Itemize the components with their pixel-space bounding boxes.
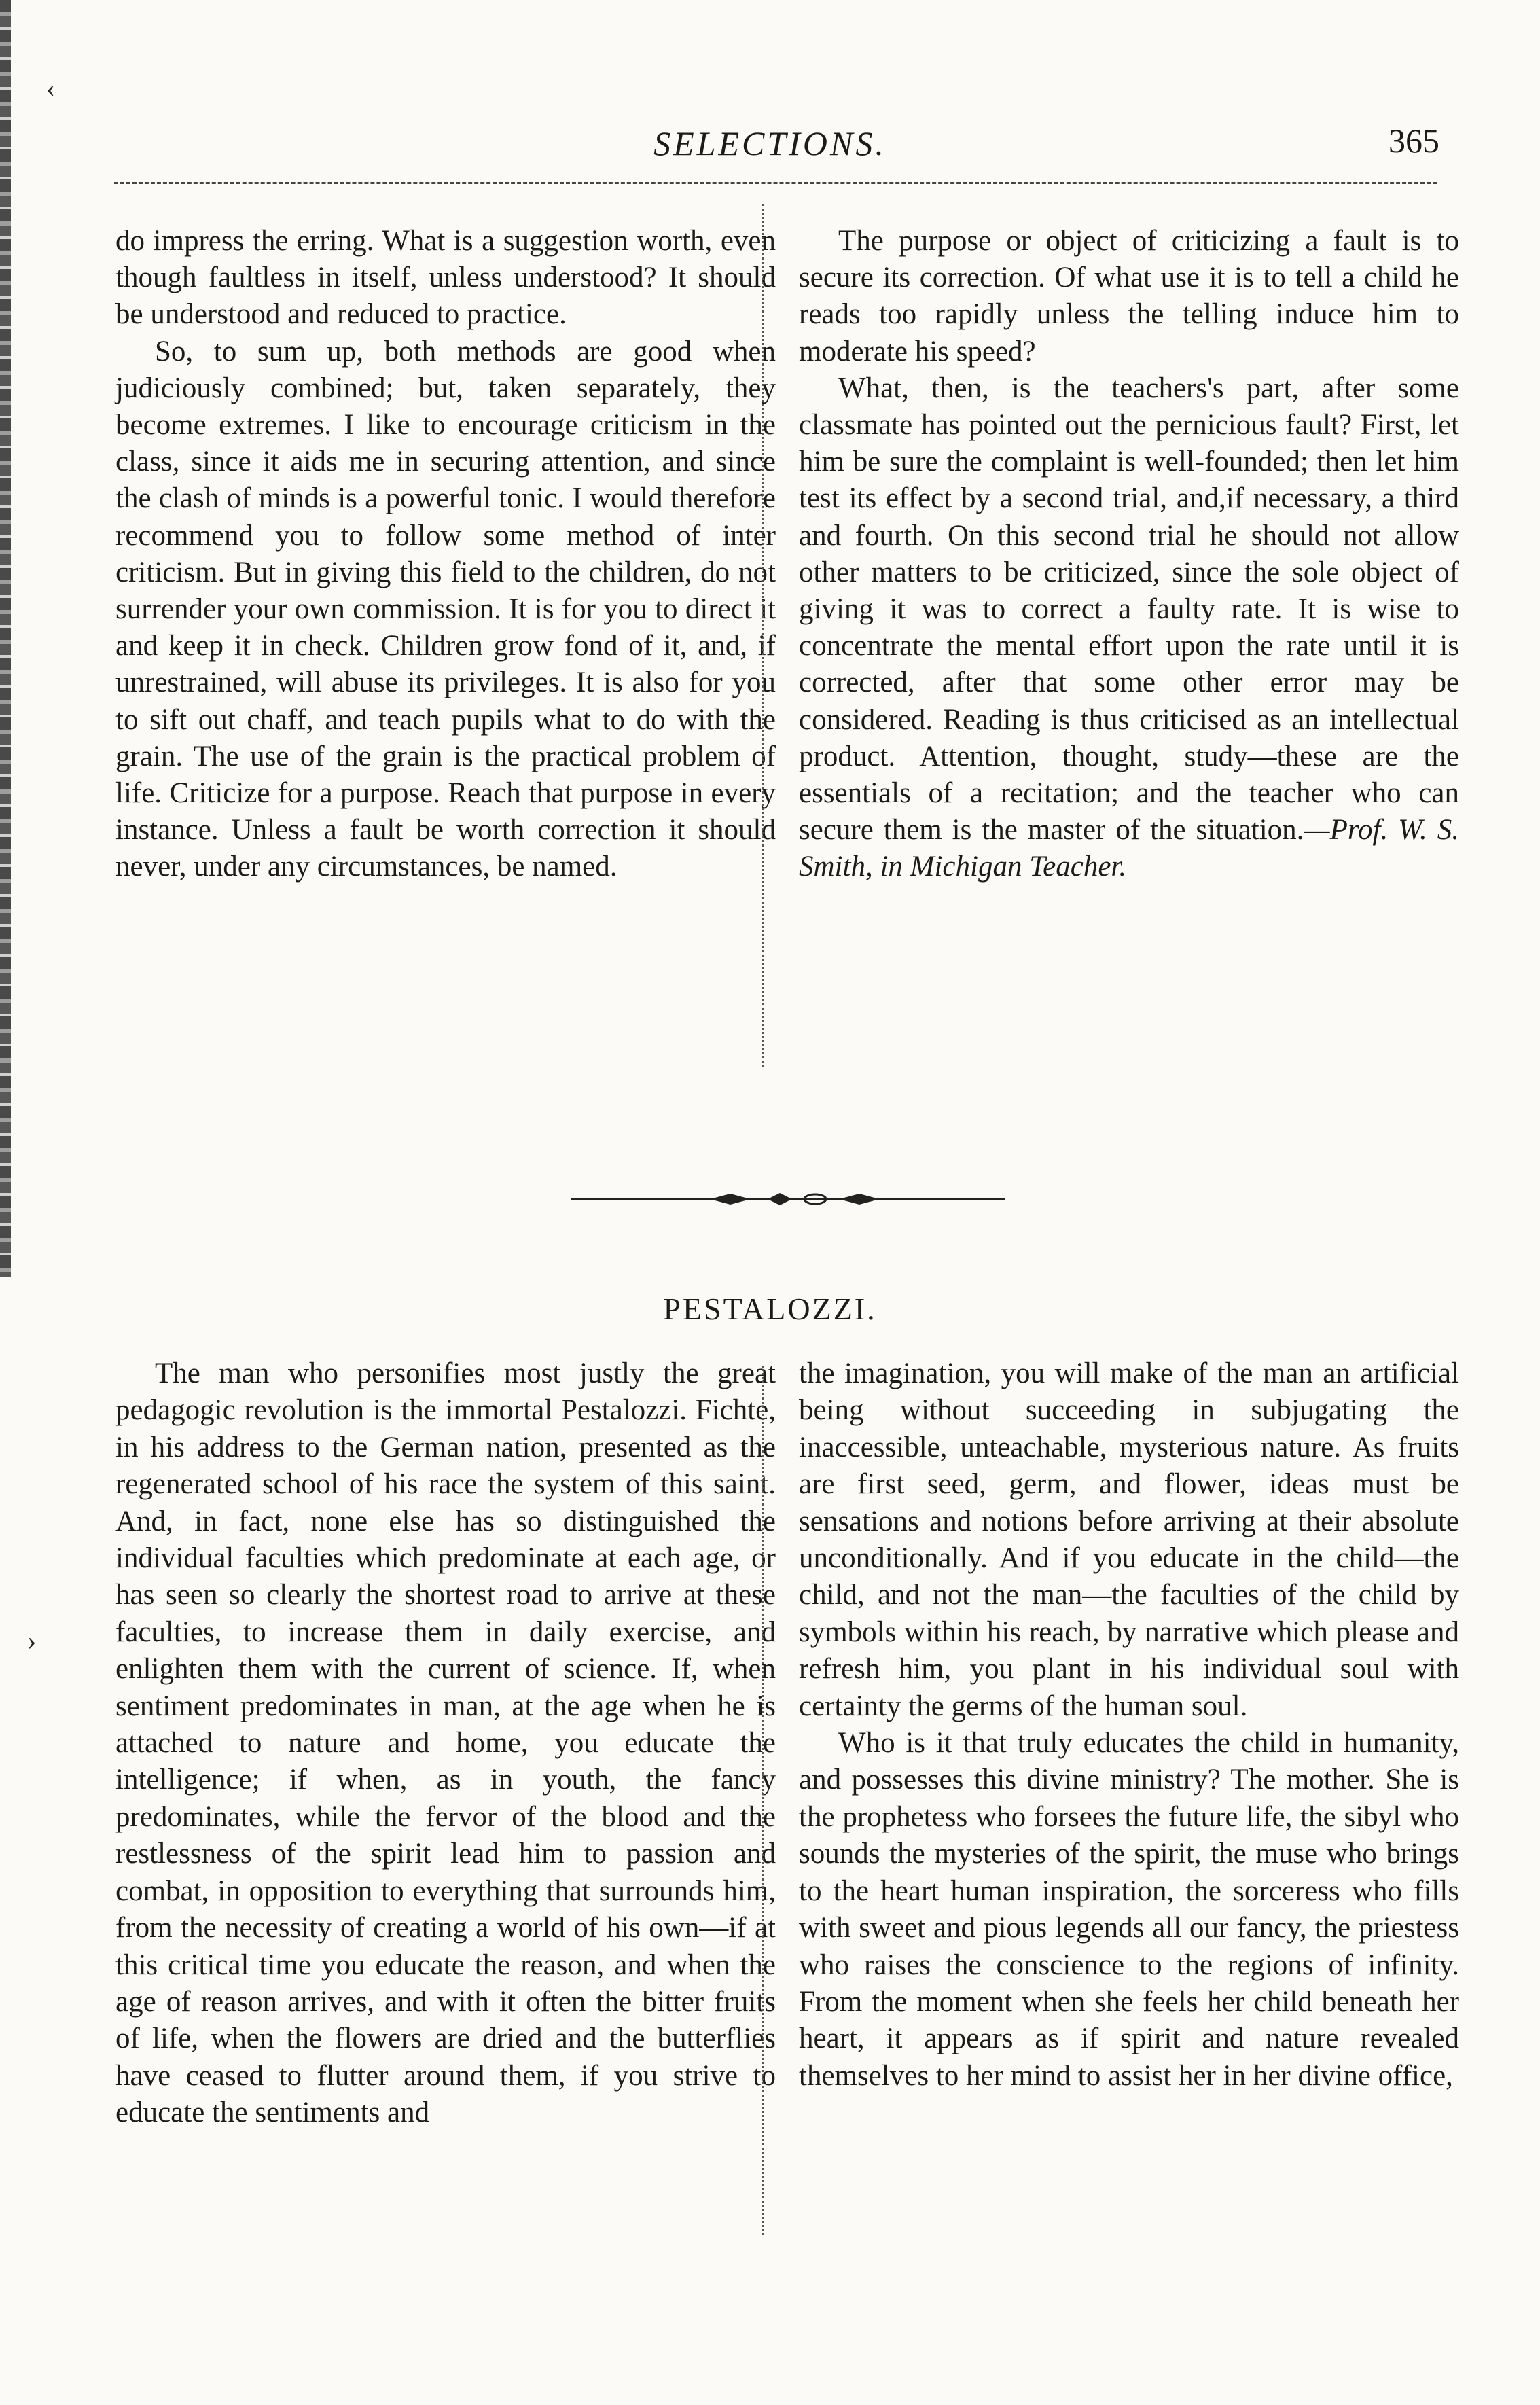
- paragraph: The man who personifies most justly the great pedagogic revolution is the immortal Pestalozzi. Fichte, in his address to the German nation, presented as the regenerated school of his race the system of this saint. And, in fact, none else has so distinguished the individual faculties which predominate at each age, or has seen so clearly the shortest road to arrive at these faculties, to increase them in daily exercise, and enlighten them with the current of science. If, when sentiment predominates in man, at the age when he is attached to nature and home, you educate the intelligence; if when, as in youth, the fancy predominates, while the fervor of the blood and the restlessness of the spirit lead him to passion and combat, in opposition to everything that surrounds him, from the necessity of creating a world of his own—if at this critical time you educate the reason, and when the age of reason arrives, and with it often the bitter fruits of life, when the flowers are dried and the butterflies have ceased to flutter around them, if you strive to educate the sentiments and: [115, 1357, 776, 2129]
- paragraph: Who is it that truly educates the child in humanity, and possesses this divine ministry? The mother. She is the prophetess who forsees the future life, the sibyl who sounds the mysteries of the spirit, the muse who brings to the heart human inspiration, the sorceress who fills with sweet and pious legends all our fancy, the priestess who raises the conscience to the regions of infinity. From the moment when she feels her child beneath her heart, it appears as if spirit and nature revealed themselves to her mind to assist her in her divine office,: [799, 1727, 1459, 2092]
- section-title: PESTALOZZI.: [663, 1291, 877, 1326]
- paragraph: the imagination, you will make of the man an artificial being without succeeding in subjugating the inaccessible, unteachable, mysterious nature. As fruits are first seed, germ, and flower, ideas must be sensations and notions before arriving at their absolute unconditionally. And if you educate in the child—the child, and not the man—the faculties of the child by symbols within his reach, by narrative which please and refresh him, you plant in his individual soul with certainty the germs of the human soul.: [799, 1357, 1459, 1722]
- running-header-title: SELECTIONS.: [653, 124, 887, 162]
- top-left-column: [115, 223, 776, 886]
- page-binding-edge: [0, 0, 11, 1277]
- paragraph: do impress the erring. What is a suggestion worth, even though faultless in itself, unless understood? It should be understood and reduced to practice.: [115, 225, 776, 331]
- header-rule: [114, 182, 1437, 184]
- margin-mark-top: ‹: [46, 73, 56, 103]
- article-signature: —Prof. W. S. Smith, in Michigan Teacher.: [799, 814, 1459, 883]
- ornamental-divider: [571, 1188, 1005, 1211]
- paragraph: So, to sum up, both methods are good when judiciously combined; but, taken separately, they become extremes. I like to encourage criticism in the class, since it aids me in securing attention, and since the clash of minds is a powerful tonic. I would therefore recommend you to follow some method of inter criticism. But in giving this field to the children, do not surrender your own commission. It is for you to direct it and keep it in check. Children grow fond of it, and, if unrestrained, will abuse its privileges. It is also for you to sift out chaff, and teach pupils what to do with the grain. The use of the grain is the practical problem of life. Criticize for a purpose. Reach that purpose in every instance. Unless a fault be worth correction it should never, under any circumstances, be named.: [115, 335, 776, 883]
- column-divider-top: [762, 204, 764, 1067]
- paragraph: The purpose or object of criticizing a fault is to secure its correction. Of what use it is to tell a child he reads too rapidly unless the telling induce him to moderate his speed?: [799, 225, 1459, 368]
- paragraph-text: What, then, is the teachers's part, after some classmate has pointed out the pernicious fault? First, let him be sure the complaint is well-founded; then let him test its effect by a second trial, and,if necessary, a third and fourth. On this second trial he should not allow other matters to be criticized, since the sole object of giving it was to correct a faulty rate. It is wise to concentrate the mental effort upon the rate until it is corrected, after that some other error may be considered. Reading is thus criticised as an intellectual product. Attention, thought, study—these are the essentials of a recitation; and the teacher who can secure them is the master of the situation.: [799, 372, 1459, 847]
- top-right-column: [799, 223, 1459, 886]
- column-divider-bottom: [762, 1366, 764, 2235]
- page-number: 365: [1389, 122, 1439, 160]
- bottom-left-column: [115, 1355, 776, 2132]
- paragraph: [799, 370, 1459, 886]
- margin-mark-middle: ›: [27, 1625, 37, 1656]
- bottom-right-column: [799, 1355, 1459, 2095]
